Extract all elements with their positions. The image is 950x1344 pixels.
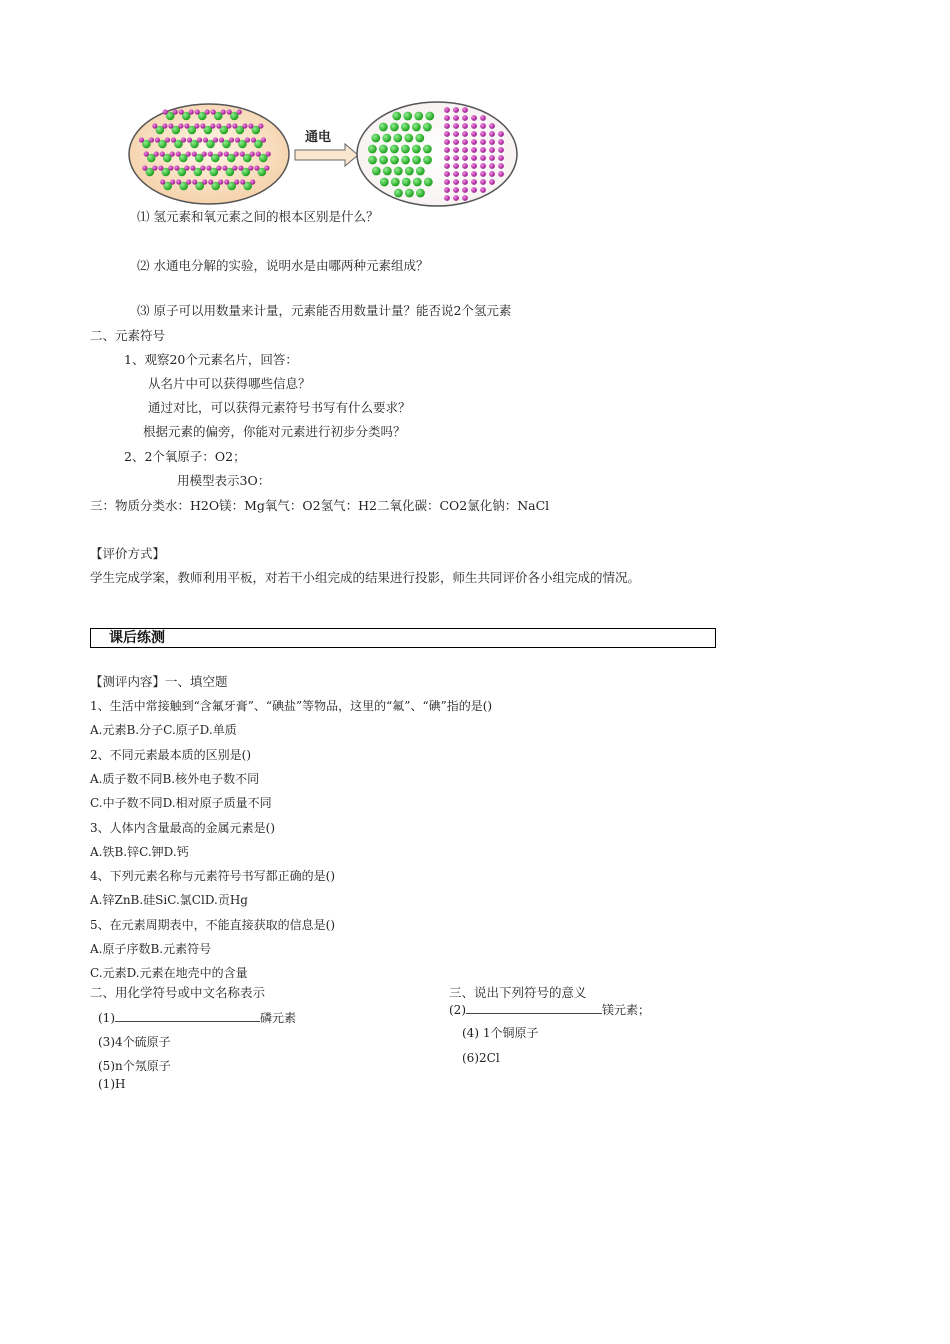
hydrogen-atom — [416, 189, 425, 198]
oxygen-atom — [453, 147, 459, 153]
water-molecule-side — [181, 137, 186, 142]
part3-item-4: (4) 1个铜原子 — [462, 1026, 539, 1040]
oxygen-atom — [480, 147, 486, 153]
oxygen-atom — [462, 155, 468, 161]
electrolysis-figure — [125, 98, 525, 210]
practice-line: A.质子数不同B.核外电子数不同 — [90, 772, 260, 786]
practice-title-box — [90, 628, 716, 648]
water-molecule-side — [224, 151, 229, 156]
practice-line: C.中子数不同D.相对原子质量不同 — [90, 796, 272, 810]
oxygen-atom — [444, 195, 450, 201]
oxygen-atom — [453, 187, 459, 193]
oxygen-atom — [444, 163, 450, 169]
part3-item-2-suffix: 镁元素； — [602, 1003, 651, 1017]
arrow-label: 通电 — [305, 130, 332, 145]
oxygen-atom — [480, 131, 486, 137]
water-molecule-side — [187, 137, 192, 142]
oxygen-atom — [498, 131, 504, 137]
water-molecule-side — [210, 123, 215, 128]
section2-item1: 1、观察20个元素名片，回答： — [124, 352, 298, 367]
water-molecule-side — [184, 165, 189, 170]
hydrogen-atom — [368, 145, 377, 154]
oxygen-atom — [453, 163, 459, 169]
oxygen-atom — [444, 107, 450, 113]
water-molecule-side — [179, 109, 184, 114]
part2-item-5: (5)n个氖原子 — [98, 1059, 171, 1073]
hydrogen-atom — [393, 134, 402, 143]
oxygen-atom — [498, 163, 504, 169]
water-molecule-side — [237, 109, 242, 114]
oxygen-atom — [489, 131, 495, 137]
hydrogen-atom — [414, 112, 423, 121]
practice-line: 5、在元素周期表中，不能直接获取的信息是() — [90, 918, 335, 932]
water-molecule-side — [254, 165, 259, 170]
hydrogen-atom — [412, 145, 421, 154]
oxygen-atom — [453, 139, 459, 145]
hydrogen-atom — [380, 178, 389, 187]
water-molecule-side — [168, 123, 173, 128]
hydrogen-atom — [405, 189, 414, 198]
water-molecule-side — [242, 123, 247, 128]
oxygen-atom — [462, 123, 468, 129]
oxygen-atom — [480, 163, 486, 169]
oxygen-atom — [489, 179, 495, 185]
part2-item-1-suffix: 磷元素 — [260, 1011, 297, 1025]
oxygen-atom — [480, 139, 486, 145]
water-molecule-side — [176, 151, 181, 156]
oxygen-atom — [453, 115, 459, 121]
water-molecule-side — [170, 179, 175, 184]
water-molecule-side — [190, 165, 195, 170]
oxygen-atom — [462, 147, 468, 153]
water-molecule-side — [245, 137, 250, 142]
practice-line: 1、生活中常接触到“含氟牙膏”、“碘盐”等物品，这里的“氟”、“碘”指的是() — [90, 699, 493, 713]
oxygen-atom — [489, 171, 495, 177]
section2-item2: 2、2个氧原子：O2； — [124, 449, 246, 464]
hydrogen-atom — [405, 167, 414, 176]
water-molecule-side — [234, 179, 239, 184]
water-molecule-side — [222, 165, 227, 170]
water-molecule-side — [163, 109, 168, 114]
oxygen-atom — [462, 171, 468, 177]
practice-line: A.元素B.分子C.原子D.单质 — [90, 723, 237, 737]
water-molecule-side — [250, 151, 255, 156]
oxygen-atom — [462, 139, 468, 145]
hydrogen-atom — [404, 134, 413, 143]
water-molecule-side — [202, 179, 207, 184]
water-molecule-side — [189, 109, 194, 114]
hydrogen-atom — [423, 156, 432, 165]
oxygen-atom — [453, 155, 459, 161]
oxygen-atom — [471, 123, 477, 129]
oxygen-atom — [462, 187, 468, 193]
water-molecule-side — [218, 179, 223, 184]
water-molecule-side — [235, 137, 240, 142]
hydrogen-atom — [415, 134, 424, 143]
hydrogen-atom — [372, 167, 381, 176]
water-molecule-side — [261, 137, 266, 142]
oxygen-atom — [489, 163, 495, 169]
evaluation-body: 学生完成学案，教师利用平板，对若干小组完成的结果进行投影，师生共同评价各小组完成的情况。 — [90, 570, 641, 585]
section2-sub3: 根据元素的偏旁，你能对元素进行初步分类吗？ — [143, 424, 406, 439]
water-molecule-side — [226, 123, 231, 128]
oxygen-atom — [489, 139, 495, 145]
practice-line: A.原子序数B.元素符号 — [90, 942, 212, 956]
oxygen-atom — [453, 171, 459, 177]
oxygen-atom — [444, 187, 450, 193]
oxygen-atom — [462, 115, 468, 121]
water-molecule-side — [208, 151, 213, 156]
oxygen-atom — [498, 139, 504, 145]
hydrogen-atom — [403, 112, 412, 121]
water-molecule-side — [203, 137, 208, 142]
oxygen-atom — [471, 187, 477, 193]
hydrogen-atom — [379, 145, 388, 154]
hydrogen-atom — [423, 145, 432, 154]
oxygen-atom — [444, 131, 450, 137]
part2-item-1 — [98, 1009, 296, 1026]
water-molecule-side — [202, 151, 207, 156]
water-molecule-side — [232, 123, 237, 128]
water-molecule-side — [154, 151, 159, 156]
oxygen-atom — [480, 179, 486, 185]
hydrogen-atom — [425, 112, 434, 121]
water-molecule-side — [206, 165, 211, 170]
question-2: ⑵ 水通电分解的实验，说明水是由哪两种元素组成？ — [137, 258, 429, 273]
part3-item-6: (6)2Cl — [462, 1051, 500, 1065]
practice-line: C.元素D.元素在地壳中的含量 — [90, 966, 248, 980]
hydrogen-atom — [379, 156, 388, 165]
answer-blank[interactable] — [466, 1001, 602, 1014]
oxygen-atom — [462, 131, 468, 137]
water-molecule-side — [240, 179, 245, 184]
water-molecule-side — [155, 137, 160, 142]
water-molecule-side — [149, 137, 154, 142]
oxygen-atom — [471, 163, 477, 169]
arrow-icon — [295, 144, 358, 166]
hydrogen-atom — [412, 156, 421, 165]
oxygen-atom — [471, 155, 477, 161]
water-molecule-side — [227, 109, 232, 114]
water-molecule-side — [160, 179, 165, 184]
water-molecule-side — [264, 165, 269, 170]
oxygen-atom — [453, 195, 459, 201]
water-molecule-side — [224, 179, 229, 184]
hydrogen-atom — [392, 112, 401, 121]
hydrogen-atom — [368, 156, 377, 165]
water-molecule-side — [160, 151, 165, 156]
oxygen-atom — [480, 171, 486, 177]
water-molecule-side — [165, 137, 170, 142]
section2-heading: 二、元素符号 — [90, 328, 166, 343]
water-molecule-side — [173, 109, 178, 114]
hydrogen-atom — [379, 123, 388, 132]
practice-line: 2、不同元素最本质的区别是() — [90, 748, 251, 762]
water-molecule-side — [219, 137, 224, 142]
oxygen-atom — [471, 115, 477, 121]
oxygen-atom — [444, 115, 450, 121]
water-molecule-side — [229, 137, 234, 142]
water-molecule-side — [171, 137, 176, 142]
water-molecule-side — [234, 151, 239, 156]
water-molecule-side — [192, 179, 197, 184]
water-molecule-side — [248, 123, 253, 128]
oxygen-atom — [453, 107, 459, 113]
part2-item-1-label: (1) — [98, 1011, 115, 1025]
water-molecule-side — [139, 137, 144, 142]
water-molecule-side — [238, 165, 243, 170]
part2-heading: 二、用化学符号或中文名称表示 — [90, 985, 266, 1000]
part2-item-3: (3)4个硫原子 — [98, 1035, 171, 1049]
oxygen-atom — [453, 131, 459, 137]
oxygen-atom — [498, 155, 504, 161]
water-molecule-side — [152, 123, 157, 128]
water-molecule-side — [178, 123, 183, 128]
oxygen-atom — [480, 187, 486, 193]
oxygen-atom — [489, 155, 495, 161]
hydrogen-atom — [401, 123, 410, 132]
water-molecule-side — [240, 151, 245, 156]
water-molecule-side — [200, 165, 205, 170]
practice-line: A.锌ZnB.硅SiC.氯ClD.贡Hg — [90, 893, 248, 907]
oxygen-atom — [462, 195, 468, 201]
oxygen-atom — [444, 171, 450, 177]
water-molecule-side — [195, 109, 200, 114]
hydrogen-atom — [394, 189, 403, 198]
practice-line: 3、人体内含量最高的金属元素是() — [90, 821, 275, 835]
oxygen-atom — [444, 147, 450, 153]
water-molecule-side — [174, 165, 179, 170]
water-molecule-side — [266, 151, 271, 156]
oxygen-atom — [480, 115, 486, 121]
part2-item-h: (1)H — [98, 1077, 126, 1091]
water-molecule-side — [256, 151, 261, 156]
part3-heading: 三、说出下列符号的意义 — [449, 985, 587, 1000]
hydrogen-atom — [390, 145, 399, 154]
water-molecule-side — [192, 151, 197, 156]
water-molecule-side — [248, 165, 253, 170]
oxygen-atom — [498, 147, 504, 153]
oxygen-atom — [480, 155, 486, 161]
water-molecule-side — [197, 137, 202, 142]
water-molecule-side — [142, 165, 147, 170]
oxygen-atom — [489, 147, 495, 153]
water-molecule-side — [216, 123, 221, 128]
oxygen-atom — [471, 171, 477, 177]
part3-item-2 — [449, 1001, 650, 1018]
water-molecule-side — [200, 123, 205, 128]
water-molecule-side — [258, 123, 263, 128]
practice-title: 课后练测 — [109, 630, 165, 646]
oxygen-atom — [453, 123, 459, 129]
oxygen-atom — [444, 155, 450, 161]
oxygen-atom — [444, 123, 450, 129]
oxygen-atom — [444, 139, 450, 145]
water-molecule-side — [168, 165, 173, 170]
water-molecule-side — [170, 151, 175, 156]
oxygen-atom — [462, 163, 468, 169]
water-molecule-side — [213, 137, 218, 142]
section3-classification: 三：物质分类水：H2O镁：Mg氧气：O2氢气：H2二氧化碳：CO2氯化钠：NaCl — [90, 498, 550, 513]
oxygen-atom — [462, 107, 468, 113]
water-molecule-side — [251, 137, 256, 142]
water-molecule-side — [211, 109, 216, 114]
water-molecule-side — [232, 165, 237, 170]
water-molecule-side — [194, 123, 199, 128]
water-molecule-side — [186, 151, 191, 156]
hydrogen-atom — [424, 178, 433, 187]
hydrogen-atom — [391, 178, 400, 187]
water-molecule-side — [144, 151, 149, 156]
hydrogen-atom — [416, 167, 425, 176]
water-molecule-side — [208, 179, 213, 184]
question-3: ⑶ 原子可以用数量来计量，元素能否用数量计量？能否说2个氢元素 — [137, 303, 512, 318]
hydrogen-atom — [402, 178, 411, 187]
water-molecule-side — [186, 179, 191, 184]
evaluation-heading: 【评价方式】 — [90, 546, 166, 561]
hydrogen-atom — [390, 156, 399, 165]
water-molecule-side — [221, 109, 226, 114]
hydrogen-atom — [401, 145, 410, 154]
hydrogen-atom — [412, 123, 421, 132]
products-ellipse — [357, 102, 517, 206]
oxygen-atom — [444, 179, 450, 185]
part3-item-2-label: (2) — [449, 1003, 466, 1017]
oxygen-atom — [471, 139, 477, 145]
water-molecule-side — [250, 179, 255, 184]
practice-line: A.铁B.锌C.钾D.钙 — [90, 845, 189, 859]
hydrogen-atom — [394, 167, 403, 176]
question-1: ⑴ 氢元素和氧元素之间的根本区别是什么？ — [137, 209, 379, 224]
water-molecule-side — [216, 165, 221, 170]
practice-intro: 【测评内容】一、填空题 — [90, 674, 228, 689]
oxygen-atom — [498, 171, 504, 177]
oxygen-atom — [471, 147, 477, 153]
water-molecule-side — [218, 151, 223, 156]
oxygen-atom — [471, 131, 477, 137]
water-molecule-side — [205, 109, 210, 114]
section2-sub1: 从名片中可以获得哪些信息？ — [148, 376, 311, 391]
hydrogen-atom — [413, 178, 422, 187]
hydrogen-atom — [423, 123, 432, 132]
oxygen-atom — [462, 179, 468, 185]
answer-blank[interactable] — [115, 1009, 260, 1022]
oxygen-atom — [489, 123, 495, 129]
water-molecule-side — [158, 165, 163, 170]
hydrogen-atom — [371, 134, 380, 143]
hydrogen-atom — [390, 123, 399, 132]
water-molecule-side — [152, 165, 157, 170]
hydrogen-atom — [382, 134, 391, 143]
section2-item2b: 用模型表示3O： — [177, 473, 271, 488]
water-molecule-side — [176, 179, 181, 184]
water-molecule-side — [162, 123, 167, 128]
section2-sub2: 通过对比，可以获得元素符号书写有什么要求？ — [148, 400, 411, 415]
water-molecule-side — [184, 123, 189, 128]
hydrogen-atom — [383, 167, 392, 176]
oxygen-atom — [471, 179, 477, 185]
hydrogen-atom — [401, 156, 410, 165]
oxygen-atom — [480, 123, 486, 129]
oxygen-atom — [453, 179, 459, 185]
practice-line: 4、下列元素名称与元素符号书写都正确的是() — [90, 869, 335, 883]
